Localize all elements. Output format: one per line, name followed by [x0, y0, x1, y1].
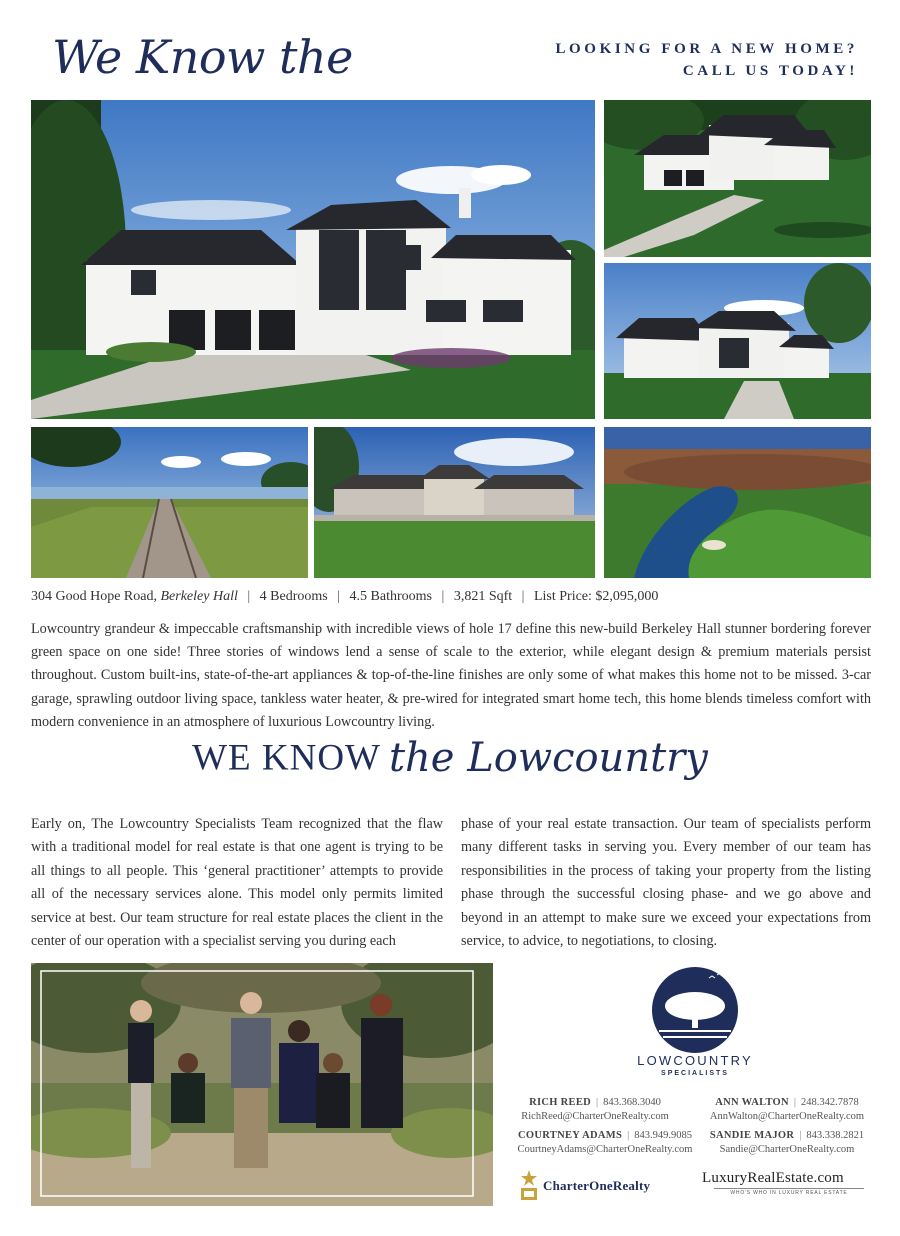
separator: |	[337, 589, 341, 604]
separator: |	[799, 1130, 802, 1141]
listing-sqft: 3,821 Sqft	[453, 589, 513, 604]
separator: |	[596, 1097, 599, 1108]
section-heading-script: the Lowcountry	[388, 735, 708, 781]
contact-name: ANN WALTON	[715, 1097, 789, 1108]
contact-email[interactable]: CourtneyAdams@CharterOneRealty.com	[517, 1144, 693, 1155]
contact-email[interactable]: Sandie@CharterOneRealty.com	[719, 1144, 855, 1155]
contact-phone[interactable]: 843.338.2821	[806, 1130, 865, 1141]
charter-brand-text: CharterOneRealty	[543, 1178, 651, 1193]
listing-details	[31, 589, 871, 605]
team-photo	[31, 963, 493, 1206]
contact-card	[692, 1129, 882, 1157]
header-script-title: We Know the	[52, 30, 353, 84]
header-call-to-action	[555, 38, 858, 82]
contact-card	[500, 1096, 690, 1124]
contact-email[interactable]: AnnWalton@CharterOneRealty.com	[709, 1111, 865, 1122]
contact-phone[interactable]: 843.949.9085	[634, 1130, 692, 1141]
separator: |	[247, 589, 251, 604]
listing-bedrooms: 4 Bedrooms	[259, 589, 328, 604]
cta-line-1: LOOKING FOR A NEW HOME?	[555, 41, 858, 57]
separator: |	[627, 1130, 630, 1141]
contact-phone[interactable]: 248.342.7878	[801, 1097, 859, 1108]
clubhouse-photo	[314, 427, 595, 578]
luxury-brand-text: LuxuryRealEstate.com	[702, 1170, 844, 1186]
house-aerial-photo-2	[604, 263, 871, 419]
charter-one-realty-logo	[515, 1168, 695, 1204]
separator: |	[521, 589, 525, 604]
luxury-real-estate-logo	[702, 1170, 877, 1196]
lowcountry-specialists-logo	[620, 966, 770, 1081]
contact-phone[interactable]: 843.368.3040	[603, 1097, 661, 1108]
listing-price: List Price: $2,095,000	[533, 589, 659, 604]
section-heading	[0, 735, 900, 781]
golf-course-photo	[604, 427, 871, 578]
contact-email[interactable]: RichReed@CharterOneRealty.com	[521, 1111, 669, 1122]
listing-description: Lowcountry grandeur & impeccable craftsmanship with incredible views of hole 17 define this new-build Berkeley Hall stunner bordering forever green space on one side! Three stories of windows lend a sense of scale to the exterior, while elegant design & premium materials persist throughout. Custom built-ins, state-of-the-art appliances & top-of-the-line finishes are only some of what makes this home not to be missed. 3-car garage, sprawling outdoor living space, tankless water heater, & pre-wired for integrated smart home tech, this home blends timeless comfort with modern convenience in an atmosphere of luxurious Lowcountry living.	[31, 621, 871, 730]
house-front-photo	[31, 100, 595, 419]
cta-line-2: CALL US TODAY!	[682, 63, 858, 79]
team-intro-right-column: phase of your real estate transaction. Our team of specialists perform many different tasks in serving you. Every member of our team has responsibilities in the process of taking your property from the listing phase through the successful closing phase- and we go above and beyond in an attempt to make sure we exceed your expectations from service, to advice, to negotiations, to closing.	[461, 816, 871, 950]
separator: |	[793, 1097, 797, 1108]
contact-card	[500, 1129, 710, 1157]
contact-name: RICH REED	[529, 1097, 592, 1108]
oak-tree-icon	[651, 966, 739, 1054]
logo-name: LOWCOUNTRY	[637, 1053, 753, 1068]
team-intro-left-column: Early on, The Lowcountry Specialists Team recognized that the flaw with a traditional model for real estate is that one agent is trying to be all things to all people. This ‘general practitioner’ attempts to provide all of the necessary services alone. This model only permits limited service at best. Our team structure for real estate places the client in the center of our operation with a specialist serving you during each	[31, 816, 443, 950]
listing-community: Berkeley Hall	[160, 589, 238, 604]
logo-subtitle: SPECIALISTS	[661, 1070, 729, 1077]
section-heading-caps: WE KNOW	[192, 737, 381, 779]
listing-bathrooms: 4.5 Bathrooms	[349, 589, 432, 604]
contact-name: SANDIE MAJOR	[709, 1130, 795, 1141]
contact-card	[692, 1096, 882, 1124]
luxury-brand-tagline: WHO'S WHO IN LUXURY REAL ESTATE	[714, 1188, 864, 1196]
boardwalk-dock-photo	[31, 427, 308, 578]
crown-star-icon	[515, 1168, 543, 1204]
separator: |	[441, 589, 445, 604]
house-aerial-photo-1	[604, 100, 871, 257]
listing-address: 304 Good Hope Road,	[31, 589, 157, 604]
contact-name: COURTNEY ADAMS	[518, 1130, 623, 1141]
